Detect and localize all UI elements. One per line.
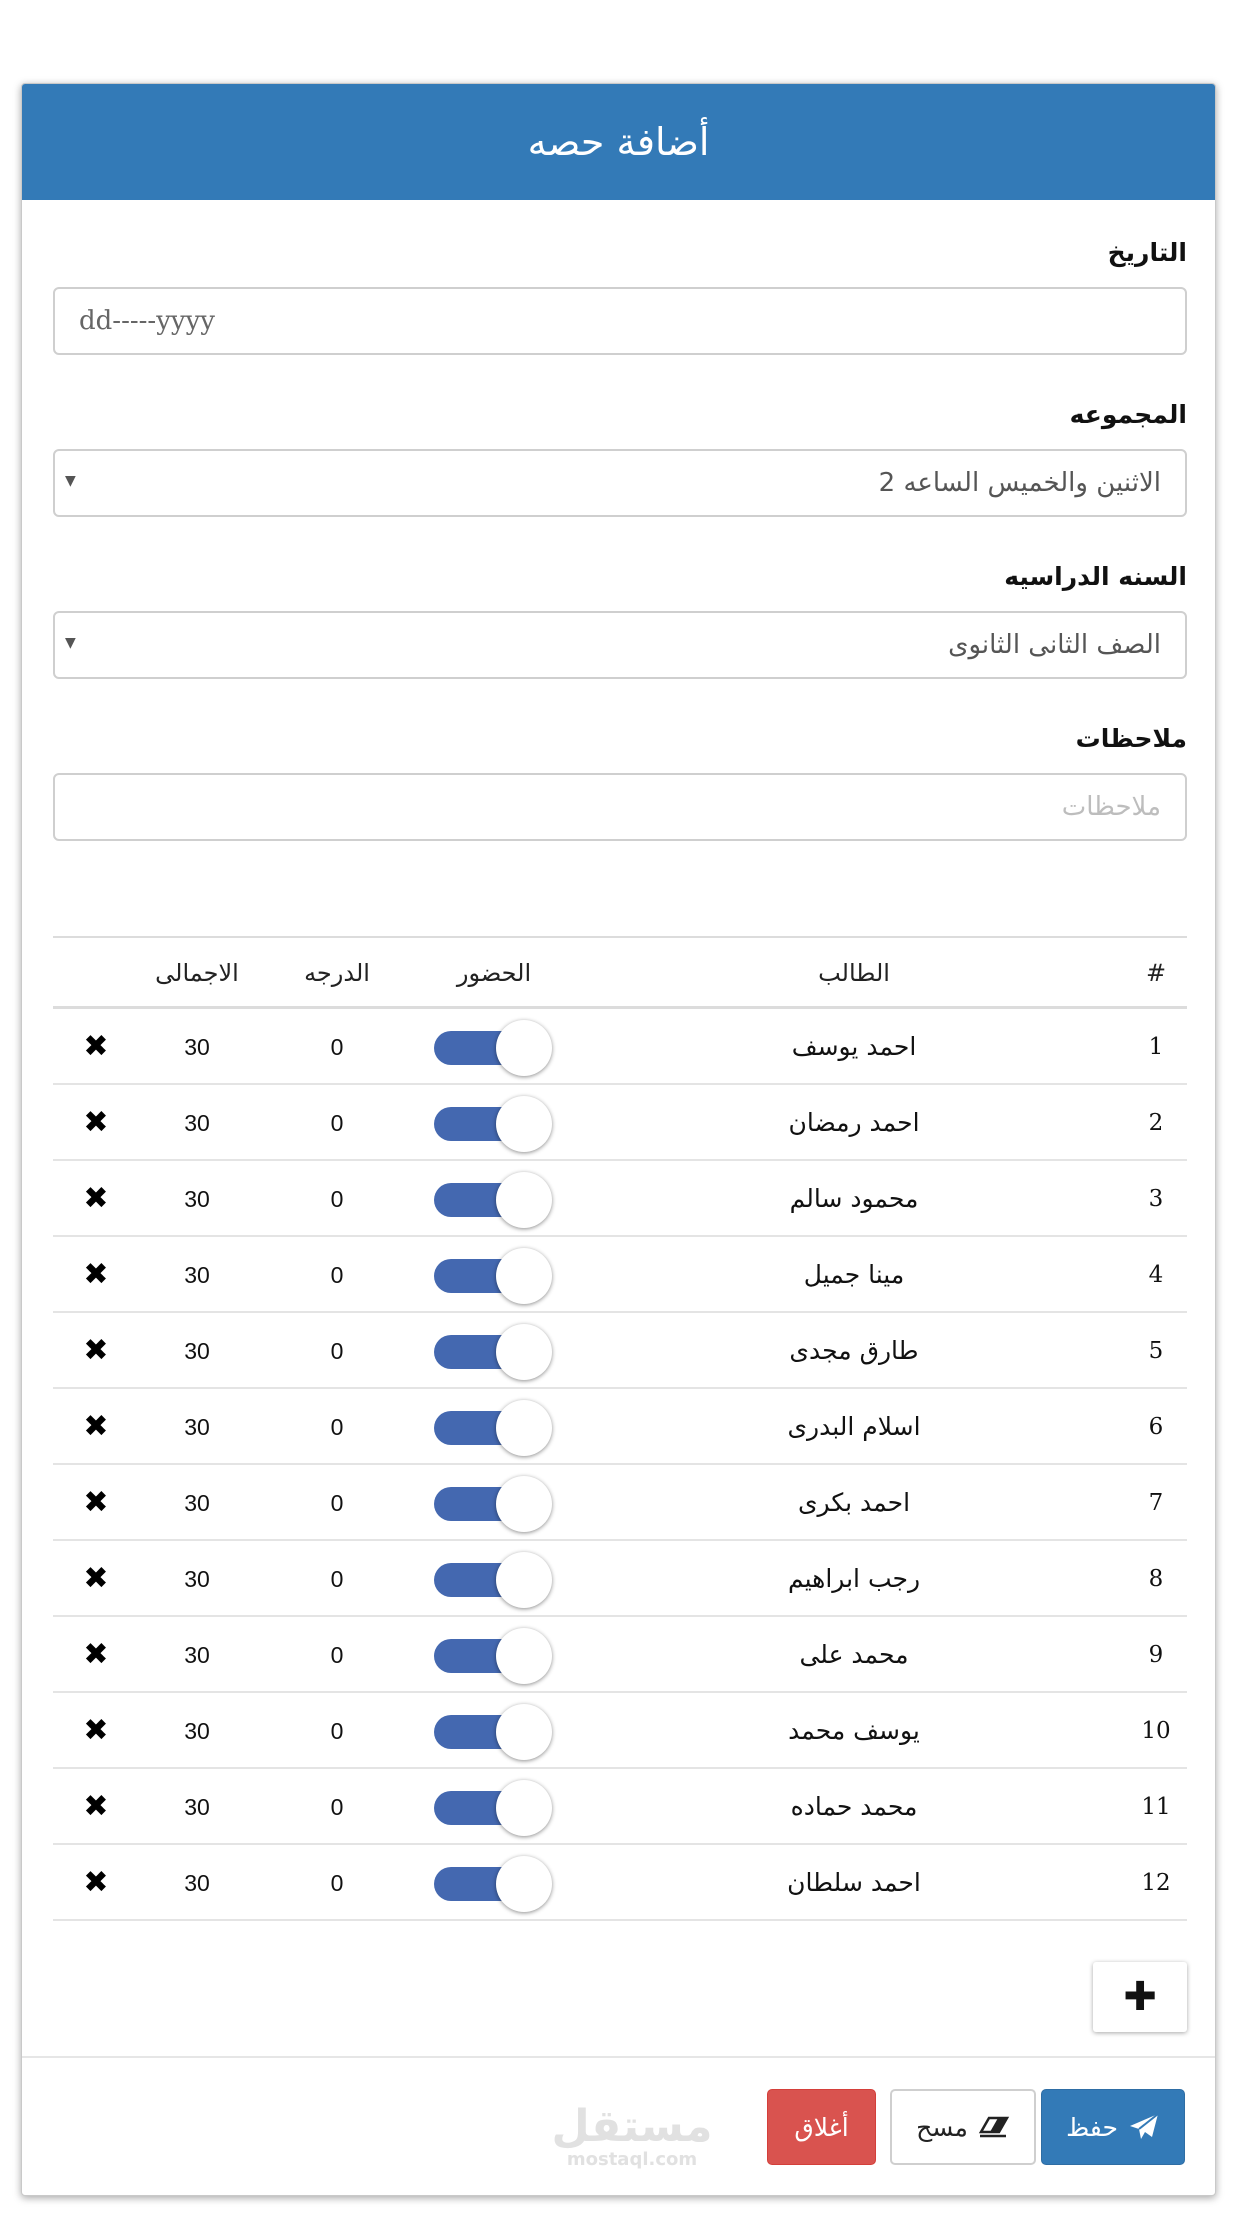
attendance-toggle[interactable] bbox=[434, 1324, 554, 1378]
student-name: طارق مجدى bbox=[789, 1336, 919, 1365]
header-grade: الدرجه bbox=[304, 959, 370, 987]
table-row bbox=[53, 1313, 1187, 1389]
eraser-icon bbox=[978, 2115, 1010, 2139]
student-name: احمد سلطان bbox=[787, 1868, 921, 1897]
toggle-knob bbox=[496, 1324, 552, 1380]
watermark-latin: mostaql.com bbox=[566, 2149, 698, 2170]
grade-value[interactable]: 0 bbox=[330, 1794, 344, 1820]
toggle-knob bbox=[496, 1248, 552, 1304]
year-select[interactable] bbox=[53, 611, 1187, 679]
table-row bbox=[53, 1617, 1187, 1693]
attendance-toggle[interactable] bbox=[434, 1096, 554, 1150]
grade-value[interactable]: 0 bbox=[330, 1490, 344, 1516]
save-button[interactable] bbox=[1041, 2089, 1185, 2165]
table-row bbox=[53, 1769, 1187, 1845]
close-icon[interactable]: ✖ bbox=[83, 1713, 109, 1748]
row-number: 5 bbox=[1148, 1338, 1164, 1364]
group-select[interactable] bbox=[53, 449, 1187, 517]
add-student-button[interactable] bbox=[1093, 1962, 1187, 2032]
close-icon[interactable]: ✖ bbox=[83, 1485, 109, 1520]
attendance-toggle[interactable] bbox=[434, 1400, 554, 1454]
student-name: احمد يوسف bbox=[791, 1032, 917, 1061]
close-icon[interactable]: ✖ bbox=[83, 1333, 109, 1368]
modal-header bbox=[22, 84, 1215, 200]
row-number: 6 bbox=[1148, 1414, 1164, 1440]
toggle-knob bbox=[496, 1856, 552, 1912]
add-session-modal bbox=[21, 83, 1216, 2196]
total-value: 30 bbox=[184, 1186, 210, 1212]
total-value: 30 bbox=[184, 1870, 210, 1896]
row-number: 1 bbox=[1148, 1034, 1164, 1060]
table-row bbox=[53, 1237, 1187, 1313]
save-button-label: حفظ bbox=[1066, 2112, 1118, 2142]
total-value: 30 bbox=[184, 1034, 210, 1060]
table-header bbox=[53, 936, 1187, 1009]
year-select-value: الصف الثانى الثانوى bbox=[948, 630, 1161, 660]
student-name: رجب ابراهيم bbox=[787, 1564, 921, 1593]
clear-button[interactable] bbox=[890, 2089, 1036, 2165]
plus-icon: ✚ bbox=[1123, 1974, 1157, 2020]
student-name: احمد رمضان bbox=[788, 1108, 920, 1137]
modal-title: أضافة حصه bbox=[527, 120, 710, 164]
close-icon[interactable]: ✖ bbox=[83, 1637, 109, 1672]
row-number: 2 bbox=[1148, 1110, 1164, 1136]
notes-group bbox=[53, 719, 1187, 841]
date-label: التاريخ bbox=[1107, 238, 1187, 267]
total-value: 30 bbox=[184, 1338, 210, 1364]
close-icon[interactable]: ✖ bbox=[83, 1105, 109, 1140]
close-icon[interactable]: ✖ bbox=[83, 1257, 109, 1292]
toggle-knob bbox=[496, 1476, 552, 1532]
total-value: 30 bbox=[184, 1490, 210, 1516]
table-row bbox=[53, 1541, 1187, 1617]
grade-value[interactable]: 0 bbox=[330, 1642, 344, 1668]
total-value: 30 bbox=[184, 1566, 210, 1592]
student-name: مينا جميل bbox=[803, 1260, 905, 1289]
notes-input[interactable] bbox=[53, 773, 1187, 841]
total-value: 30 bbox=[184, 1794, 210, 1820]
close-icon[interactable]: ✖ bbox=[83, 1789, 109, 1824]
header-student: الطالب bbox=[818, 959, 890, 987]
caret-down-icon: ▼ bbox=[65, 473, 76, 489]
toggle-knob bbox=[496, 1020, 552, 1076]
row-number: 4 bbox=[1148, 1262, 1164, 1288]
table-row bbox=[53, 1085, 1187, 1161]
close-button[interactable] bbox=[767, 2089, 876, 2165]
student-name: محمد حماده bbox=[790, 1792, 918, 1821]
attendance-toggle[interactable] bbox=[434, 1780, 554, 1834]
attendance-toggle[interactable] bbox=[434, 1628, 554, 1682]
toggle-knob bbox=[496, 1552, 552, 1608]
total-value: 30 bbox=[184, 1110, 210, 1136]
caret-down-icon: ▼ bbox=[65, 635, 76, 651]
attendance-toggle[interactable] bbox=[434, 1476, 554, 1530]
student-name: احمد بكرى bbox=[797, 1488, 911, 1517]
date-input[interactable] bbox=[53, 287, 1187, 355]
close-icon[interactable]: ✖ bbox=[83, 1865, 109, 1900]
row-number: 11 bbox=[1141, 1794, 1171, 1820]
row-number: 10 bbox=[1141, 1718, 1171, 1744]
header-attendance: الحضور bbox=[456, 959, 532, 987]
table-body bbox=[53, 1009, 1187, 1921]
attendance-toggle[interactable] bbox=[434, 1248, 554, 1302]
date-group bbox=[53, 233, 1187, 355]
table-row bbox=[53, 1465, 1187, 1541]
watermark-arabic: مستقل bbox=[551, 2101, 713, 2152]
grade-value[interactable]: 0 bbox=[330, 1566, 344, 1592]
grade-value[interactable]: 0 bbox=[330, 1338, 344, 1364]
close-icon[interactable]: ✖ bbox=[83, 1181, 109, 1216]
grade-value[interactable]: 0 bbox=[330, 1870, 344, 1896]
grade-value[interactable]: 0 bbox=[330, 1110, 344, 1136]
attendance-toggle[interactable] bbox=[434, 1552, 554, 1606]
row-number: 7 bbox=[1148, 1490, 1164, 1516]
close-icon[interactable]: ✖ bbox=[83, 1561, 109, 1596]
close-icon[interactable]: ✖ bbox=[83, 1409, 109, 1444]
table-row bbox=[53, 1845, 1187, 1921]
table-row bbox=[53, 1009, 1187, 1085]
row-number: 12 bbox=[1141, 1870, 1171, 1896]
student-name: محمود سالم bbox=[789, 1184, 919, 1213]
toggle-knob bbox=[496, 1704, 552, 1760]
row-number: 8 bbox=[1148, 1566, 1164, 1592]
attendance-toggle[interactable] bbox=[434, 1704, 554, 1758]
student-name: يوسف محمد bbox=[788, 1716, 920, 1745]
group-label: المجموعه bbox=[1069, 400, 1187, 429]
table-row bbox=[53, 1389, 1187, 1465]
row-number: 3 bbox=[1148, 1186, 1164, 1212]
student-name: محمد على bbox=[799, 1640, 909, 1669]
clear-button-label: مسح bbox=[916, 2112, 968, 2142]
footer-divider bbox=[22, 2056, 1216, 2058]
total-value: 30 bbox=[184, 1262, 210, 1288]
row-number: 9 bbox=[1148, 1642, 1164, 1668]
group-group bbox=[53, 395, 1187, 517]
total-value: 30 bbox=[184, 1718, 210, 1744]
table-row bbox=[53, 1161, 1187, 1237]
toggle-knob bbox=[496, 1172, 552, 1228]
year-label: السنه الدراسيه bbox=[1004, 562, 1187, 591]
grade-value[interactable]: 0 bbox=[330, 1718, 344, 1744]
table-row bbox=[53, 1693, 1187, 1769]
attendance-toggle[interactable] bbox=[434, 1172, 554, 1226]
toggle-knob bbox=[496, 1780, 552, 1836]
toggle-knob bbox=[496, 1400, 552, 1456]
grade-value[interactable]: 0 bbox=[330, 1186, 344, 1212]
paper-plane-icon bbox=[1128, 2112, 1160, 2142]
year-group bbox=[53, 557, 1187, 679]
students-table bbox=[53, 936, 1187, 1921]
watermark-logo bbox=[542, 2101, 722, 2170]
total-value: 30 bbox=[184, 1642, 210, 1668]
header-num: # bbox=[1145, 959, 1167, 987]
close-button-label: أغلاق bbox=[794, 2112, 849, 2142]
attendance-toggle[interactable] bbox=[434, 1856, 554, 1910]
notes-placeholder: ملاحظات bbox=[1061, 792, 1161, 822]
date-value: dd-----yyyy bbox=[79, 306, 215, 336]
group-select-value: الاثنين والخميس الساعه 2 bbox=[878, 468, 1161, 498]
notes-label: ملاحظات bbox=[1075, 724, 1187, 753]
header-total: الاجمالى bbox=[155, 959, 239, 987]
grade-value[interactable]: 0 bbox=[330, 1034, 344, 1060]
grade-value[interactable]: 0 bbox=[330, 1414, 344, 1440]
student-name: اسلام البدرى bbox=[787, 1412, 921, 1441]
toggle-knob bbox=[496, 1096, 552, 1152]
close-icon[interactable]: ✖ bbox=[83, 1029, 109, 1064]
attendance-toggle[interactable] bbox=[434, 1020, 554, 1074]
grade-value[interactable]: 0 bbox=[330, 1262, 344, 1288]
toggle-knob bbox=[496, 1628, 552, 1684]
total-value: 30 bbox=[184, 1414, 210, 1440]
